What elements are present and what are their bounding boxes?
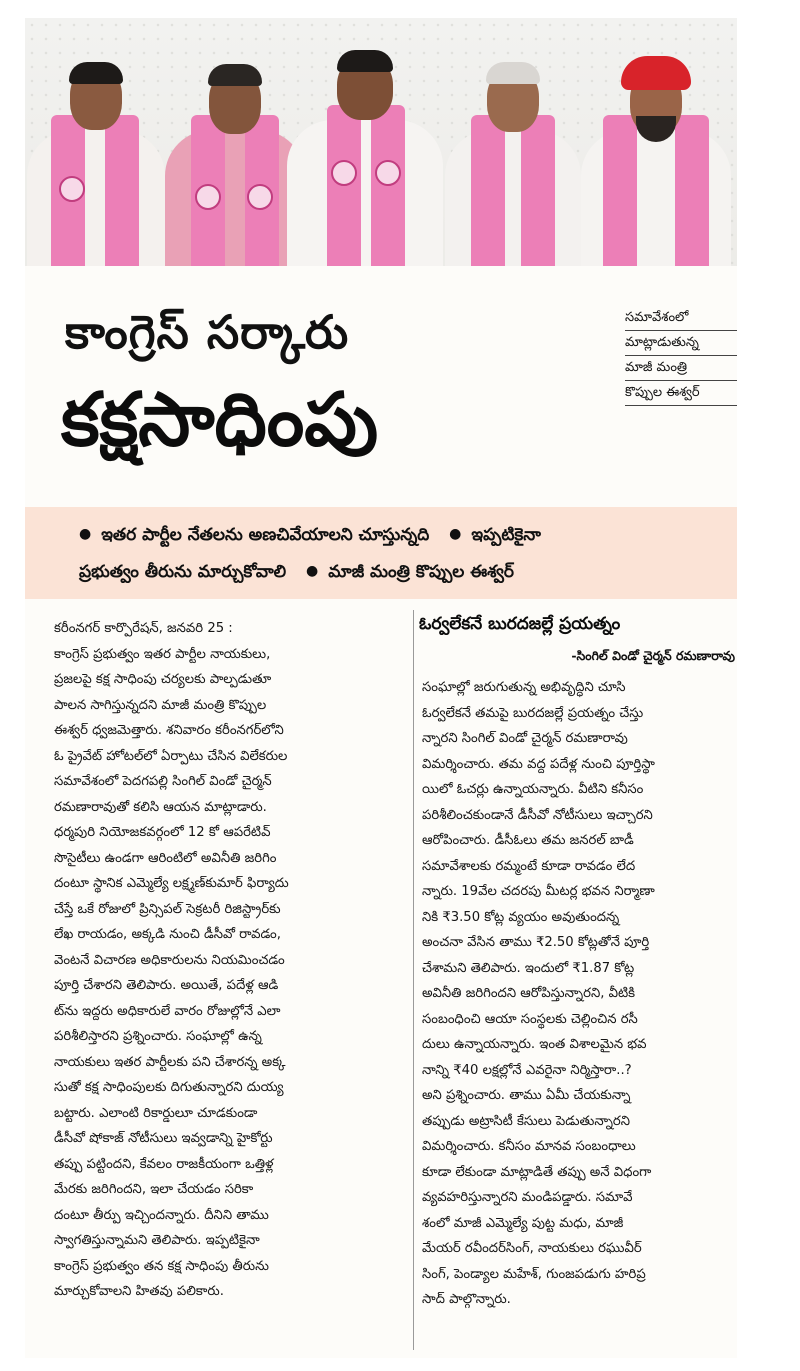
article-line: విమర్శించారు. కనీసం మానవ సంబంధాలు — [422, 1139, 636, 1154]
highlight-text: మాజీ మంత్రి కొప్పుల ఈశ్వర్ — [328, 562, 514, 582]
article-line: కాంగ్రెస్ ప్రభుత్వం ఇతర పార్టీల నాయకులు, — [54, 646, 271, 662]
bullet-icon: ● — [449, 526, 462, 542]
article-line: అంచనా వేసిన తాము ₹2.50 కోట్లతోనే పూర్తి — [422, 935, 650, 950]
highlight-text: ఇతర పార్టీల నేతలను అణచివేయాలని చూస్తున్నది — [101, 525, 430, 545]
article-line: సమావేశాలకు రమ్మంటే కూడా రావడం లేద — [422, 858, 636, 874]
article-line: డీసీవో షోకాజ్ నోటీసులు ఇవ్వడాన్ని హైకోర్టు — [54, 1131, 273, 1146]
headline-line-2: కక్షసాధింపు — [61, 377, 379, 463]
person-2 — [165, 72, 305, 280]
article-line: ఆరోపించారు. డీసీఓలు తమ జనరల్ బాడీ — [422, 833, 634, 848]
article-line: కాంగ్రెస్ ప్రభుత్వం తన కక్ష సాధింపు తీరును — [54, 1258, 269, 1274]
article-line: అని ప్రశ్నించారు. తాము ఏమీ చేయకున్నా — [422, 1088, 631, 1103]
turban — [621, 56, 691, 90]
article-line: దులు ఉన్నాయన్నారు. ఇంత విశాలమైన భవ — [422, 1037, 647, 1052]
column-divider — [413, 610, 414, 1350]
article-line: న్నారని సింగిల్ విండో చైర్మన్ రమణారావు — [422, 731, 628, 746]
bullet-icon: ● — [79, 526, 92, 542]
bullet-icon: ● — [306, 563, 319, 579]
article-line: యిలో ఓచర్లు ఉన్నాయన్నారు. వీటిని కనీసం — [422, 782, 644, 797]
article-line: సుతో కక్ష సాధింపులకు దిగుతున్నారని దుయ్య — [54, 1080, 284, 1095]
article-line: పరిశీలిస్తారని ప్రశ్నించారు. సంఘాల్లో ఉన్న — [54, 1029, 262, 1044]
party-badge-icon — [195, 184, 221, 210]
article-line: బట్టారు. ఎలాంటి రికార్డులూ చూడకుండా — [54, 1105, 258, 1121]
article-line: చేస్తే ఒకే రోజులో ప్రిన్సిపల్ సెక్రటరీ రిజిస్ట్రార్‌కు — [54, 901, 281, 917]
article-line: నాయకులు ఇతర పార్టీలకు పని చేశారన్న అక్క — [54, 1054, 286, 1070]
article-line: పూర్తి చేశారని తెలిపారు. అయితే, పదేళ్ల ఆడి — [54, 978, 279, 993]
article-line: ధర్మపురి నియోజకవర్గంలో 12 కో ఆపరేటివ్ — [54, 825, 271, 840]
photo-caption — [625, 306, 737, 406]
article-line: శంలో మాజీ ఎమ్మెల్యే పుట్ట మధు, మాజీ — [422, 1215, 624, 1231]
person-3 — [287, 58, 443, 280]
article-line: సింగ్, పెండ్యాల మహేశ్, గుంజపడుగు హరిప్ర — [422, 1266, 646, 1282]
article-line: తప్పుడు అట్రాసిటీ కేసులు పెడుతున్నారని — [422, 1113, 630, 1129]
article-line: ఈశ్వర్ ధ్వజమెత్తారు. శనివారం కరీంనగర్‌లోని — [54, 723, 284, 738]
article-line: పాలన సాగిస్తున్నదని మాజీ మంత్రి కొప్పుల — [54, 697, 267, 713]
article-line: వెంటనే విచారణ అధికారులను నియమించడం — [54, 952, 285, 968]
highlight-text: ఇప్పటికైనా — [471, 525, 541, 545]
caption-line: మాట్లాడుతున్న — [625, 331, 737, 356]
article-right-column — [422, 675, 734, 1313]
article-line: లేఖ రాయడం, అక్కడి నుంచి డీసీవో రావడం, — [54, 927, 281, 942]
article-line: పరిశీలించకుండానే డీసీవో నోటీసులు ఇచ్చారని — [422, 807, 653, 823]
article-line: కరీంనగర్ కార్పొరేషన్, జనవరి 25 : — [54, 621, 233, 636]
person-1-shirt — [27, 130, 165, 280]
article-line: సొసైటీలు ఉండగా ఆరింటిలో అవినీతి జరిగిం — [54, 850, 277, 866]
press-meet-photo — [25, 18, 737, 280]
article-line: రమణారావుతో కలిసి ఆయన మాట్లాడారు. — [54, 799, 267, 815]
highlight-text: ప్రభుత్వం తీరును మార్చుకోవాలి — [79, 562, 287, 582]
newspaper-clipping — [25, 18, 737, 1358]
party-badge-icon — [331, 160, 357, 186]
article-line: ఓర్వలేకనే తమపై బురదజల్లే ప్రయత్నం చేస్తు — [422, 705, 644, 721]
person-1 — [27, 70, 165, 280]
caption-line: సమావేశంలో — [625, 306, 737, 331]
article-line: తప్పు పట్టిందని, కేవలం రాజకీయంగా ఒత్తిళ్ల — [54, 1156, 274, 1172]
article-line: నాన్ని ₹40 లక్షల్లోనే ఎవరైనా నిర్మిస్తారా..? — [422, 1062, 632, 1078]
article-line: నికి ₹3.50 కోట్ల వ్యయం అవుతుందన్న — [422, 909, 620, 925]
article-line: సమావేశంలో పెదగపల్లి సింగిల్ విండో చైర్మన్ — [54, 774, 272, 789]
article-line: అవినీతి జరిగిందని ఆరోపిస్తున్నారని, వీటికి — [422, 986, 636, 1001]
person-4 — [445, 68, 581, 280]
sub-byline: -సింగిల్ విండో చైర్మన్ రమణారావు — [571, 648, 735, 663]
party-badge-icon — [247, 184, 273, 210]
highlights-band — [25, 507, 737, 599]
article-line: కూడా లేకుండా మాట్లాడితే తప్పు అనే విధంగా — [422, 1164, 652, 1180]
article-line: సంబంధించి ఆయా సంస్థలకు చెల్లించిన రసీ — [422, 1011, 638, 1027]
person-4-shirt — [445, 130, 581, 280]
article-line: మార్చుకోవాలని హితవు పలికారు. — [54, 1284, 224, 1299]
sub-headline: ఓర్వలేకనే బురదజల్లే ప్రయత్నం — [419, 614, 621, 634]
article-line: దంటూ స్థానిక ఎమ్మెల్యే లక్ష్మణ్‌కుమార్ ఫిర్యాదు — [54, 876, 289, 891]
headline-area — [25, 280, 737, 505]
article-line: సాద్ పాల్గొన్నారు. — [422, 1292, 511, 1307]
article-line: చేశామని తెలిపారు. ఇందులో ₹1.87 కోట్ల — [422, 960, 635, 976]
article-line: ట్‌ను ఇద్దరు అధికారులే వారం రోజుల్లోనే ఎలా — [54, 1003, 281, 1019]
article-line: మేయర్ రవీందర్‌సింగ్, నాయకులు రఘువీర్ — [422, 1241, 642, 1256]
caption-line: మాజీ మంత్రి — [625, 356, 737, 381]
article-line: స్వాగతిస్తున్నామని తెలిపారు. ఇప్పటికైనా — [54, 1233, 260, 1248]
highlight-row-2 — [79, 554, 717, 589]
article-line: న్నారు. 19వేల చదరపు మీటర్ల భవన నిర్మాణా — [422, 884, 655, 899]
article-line: ఓ ప్రైవేట్ హోటల్‌లో ఏర్పాటు చేసిన విలేకరుల — [54, 748, 288, 764]
person-5 — [581, 66, 731, 280]
caption-line: కొప్పుల ఈశ్వర్ — [625, 381, 737, 406]
headline-line-1: కాంగ్రెస్ సర్కారు — [65, 305, 350, 359]
article-line: విమర్శించారు. తమ వద్ద పదేళ్ల నుంచి పూర్తిస్థా — [422, 756, 655, 772]
highlight-row-1 — [79, 517, 717, 552]
article-line: సంఘాల్లో జరుగుతున్న అభివృద్ధిని చూసి — [422, 680, 626, 695]
article-line: దంటూ తీర్పు ఇచ్చిందన్నారు. దీనిని తాము — [54, 1207, 269, 1223]
article-line: ప్రజలపై కక్ష సాధింపు చర్యలకు పాల్పడుతూ — [54, 672, 272, 687]
party-badge-icon — [375, 160, 401, 186]
article-line: మేరకు జరిగిందని, ఇలా చేయడం సరికా — [54, 1182, 254, 1197]
article-left-column — [54, 616, 404, 1305]
person-3-shirt — [287, 120, 443, 280]
person-2-shirt — [165, 130, 305, 280]
article-line: వ్యవహరిస్తున్నారని మండిపడ్డారు. సమావే — [422, 1190, 633, 1205]
party-badge-icon — [59, 176, 85, 202]
